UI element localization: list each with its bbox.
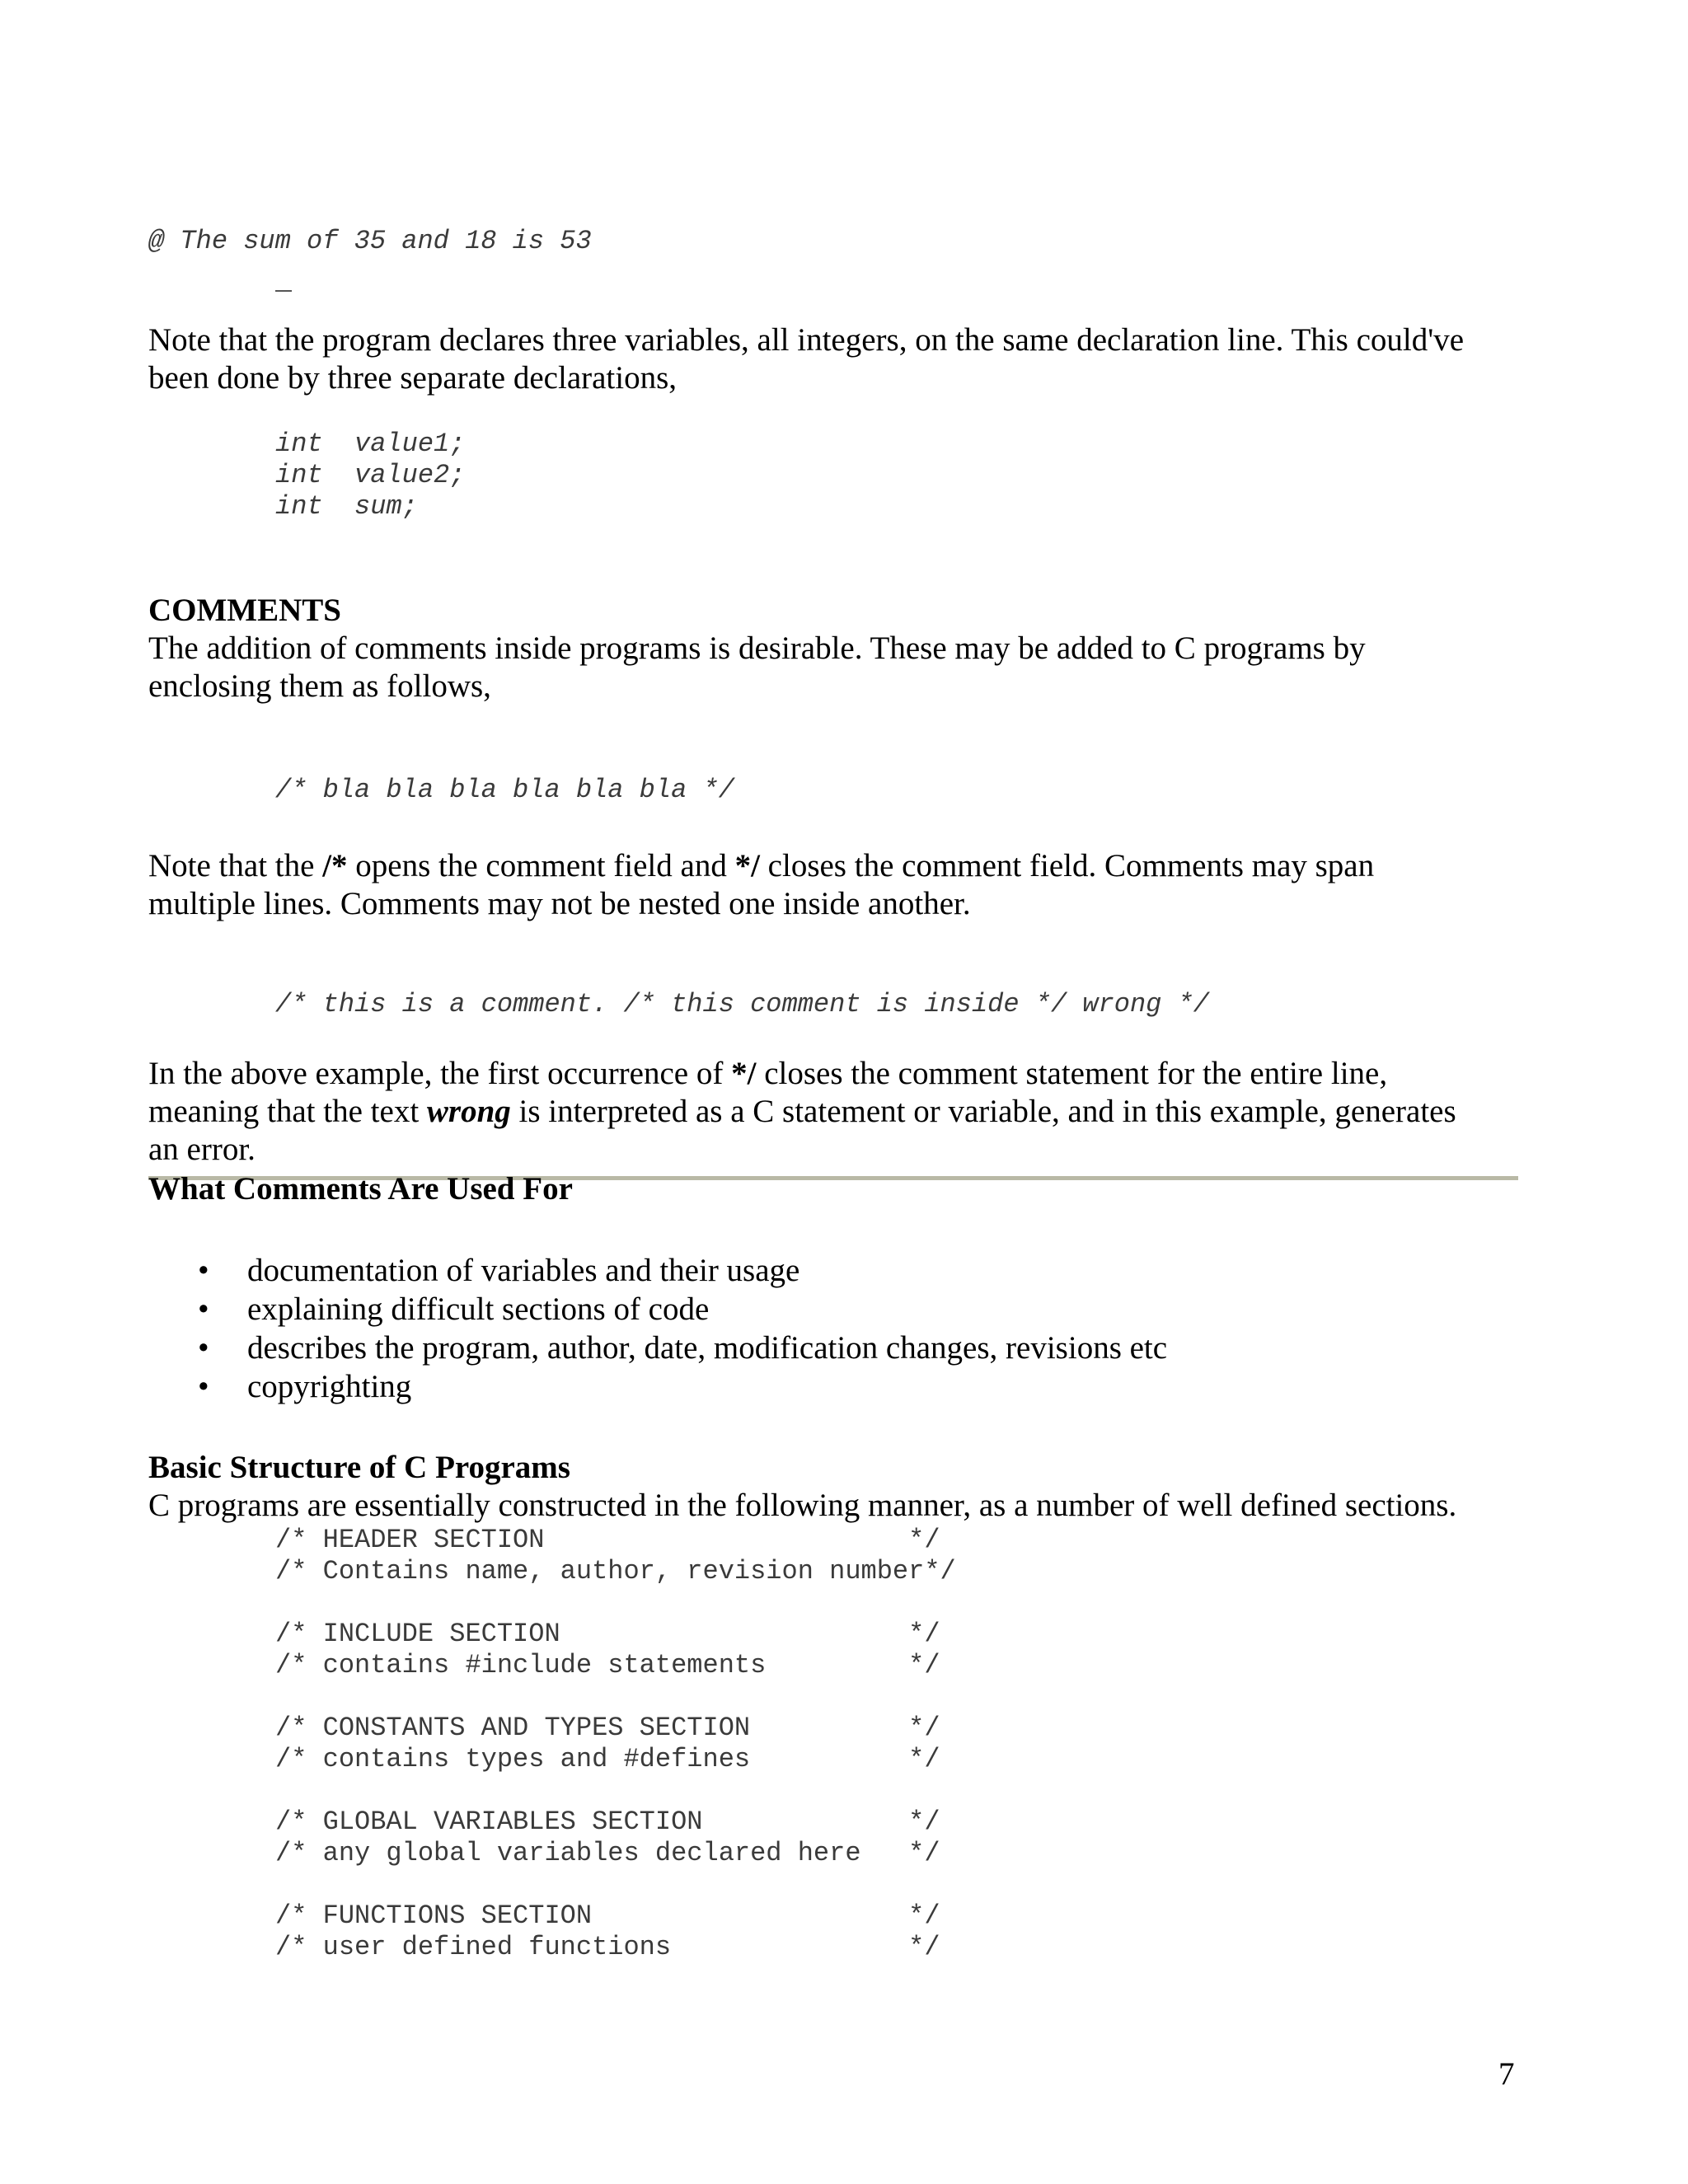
code-line: /* user defined functions */ (275, 1932, 940, 1962)
example-paragraph-line-1: In the above example, the first occurrence of */ closes the comment statement for the entire line, (148, 1056, 1388, 1091)
code-line (275, 1681, 956, 1713)
uses-list (198, 1251, 1167, 1406)
example-paragraph-line-3: an error. (148, 1132, 256, 1167)
code-decl-value2: int value2; (275, 460, 466, 490)
list-item: • explaining difficult sections of code (198, 1291, 710, 1327)
note-paragraph-line-2: multiple lines. Comments may not be nested one inside another. (148, 886, 971, 921)
code-line: /* INCLUDE SECTION */ (275, 1619, 940, 1649)
paragraph-declarations-line-2: been done by three separate declarations, (148, 360, 678, 396)
code-line (275, 1869, 956, 1900)
page-number: 7 (1498, 2056, 1515, 2092)
code-decl-value1: int value1; (275, 429, 466, 459)
code-line: /* Contains name, author, revision number*/ (275, 1556, 956, 1586)
code-line: /* HEADER SECTION */ (275, 1525, 940, 1555)
list-item: • copyrighting (198, 1369, 412, 1404)
note-paragraph-line-1: Note that the /* opens the comment field and */ closes the comment field. Comments may span (148, 848, 1375, 883)
nested-comment-example-code: /* this is a comment. /* this comment is inside */ wrong */ (275, 989, 1209, 1019)
uses-heading: What Comments Are Used For (148, 1171, 573, 1207)
comments-paragraph-line-1: The addition of comments inside programs is desirable. These may be added to C programs by (148, 630, 1366, 666)
list-item: • documentation of variables and their usage (198, 1253, 800, 1288)
structure-heading: Basic Structure of C Programs (148, 1450, 570, 1485)
code-line: /* GLOBAL VARIABLES SECTION */ (275, 1807, 940, 1837)
example-paragraph-line-2: meaning that the text wrong is interpreted as a C statement or variable, and in this example, generates (148, 1094, 1456, 1129)
code-decl-sum: int sum; (275, 491, 418, 522)
bullet-icon: • (198, 1253, 209, 1288)
structure-paragraph: C programs are essentially constructed in the following manner, as a number of well defined sections. (148, 1488, 1457, 1523)
code-line: /* contains types and #defines */ (275, 1744, 940, 1774)
bullet-icon: • (198, 1330, 209, 1366)
comments-paragraph-line-2: enclosing them as follows, (148, 668, 491, 704)
bullet-icon: • (198, 1291, 209, 1327)
paragraph-declarations-line-1: Note that the program declares three variables, all integers, on the same declaration line. This could've (148, 322, 1465, 358)
code-line: /* FUNCTIONS SECTION */ (275, 1900, 940, 1931)
code-line (275, 1587, 956, 1619)
comment-example-code: /* bla bla bla bla bla bla */ (275, 775, 734, 805)
code-line: /* contains #include statements */ (275, 1650, 940, 1680)
structure-code-block (275, 1525, 956, 1963)
bullet-icon: • (198, 1369, 209, 1404)
code-line: /* CONSTANTS AND TYPES SECTION */ (275, 1713, 940, 1743)
code-line (275, 1775, 956, 1807)
comments-heading: COMMENTS (148, 593, 341, 628)
program-output-line: @ The sum of 35 and 18 is 53 (148, 226, 592, 256)
cursor-underscore (275, 290, 292, 292)
code-line: /* any global variables declared here */ (275, 1838, 940, 1868)
list-item: • describes the program, author, date, modification changes, revisions etc (198, 1330, 1168, 1366)
